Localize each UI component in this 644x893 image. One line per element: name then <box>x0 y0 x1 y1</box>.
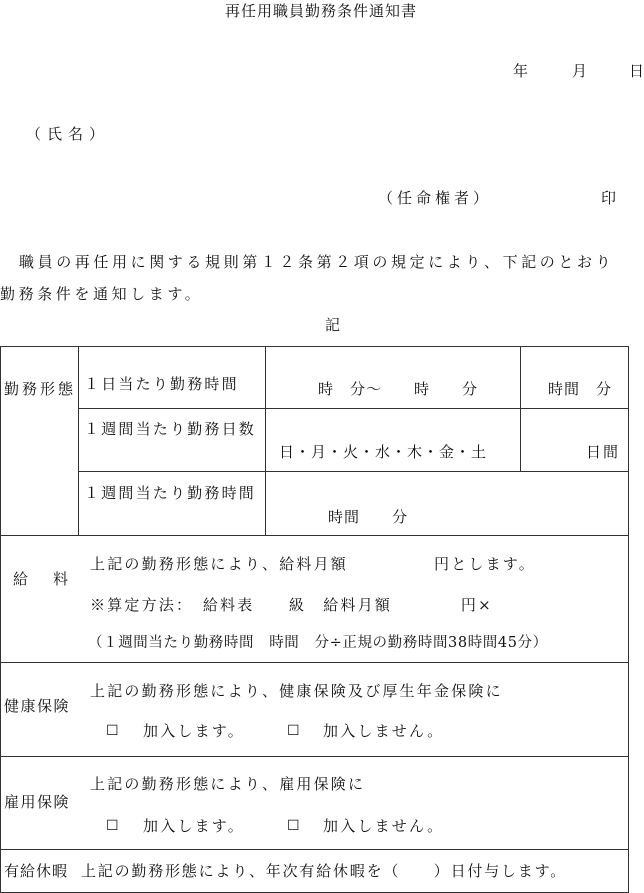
column-divider <box>520 346 521 472</box>
salary-line-3: （１週間当たり勤務時間 時間 分÷正規の勤務時間38時間45分） <box>88 635 548 651</box>
weekly-hours-label: １週間当たり勤務時間 <box>84 484 257 502</box>
health-not-join-label: 加入しません。 <box>323 722 445 740</box>
weekly-days-label: １週間当たり勤務日数 <box>84 420 257 438</box>
date-year: 年 <box>513 62 529 80</box>
health-join-label: 加入します。 <box>143 722 246 740</box>
column-divider <box>78 346 79 536</box>
ki-heading: 記 <box>325 316 341 334</box>
employment-not-join-checkbox[interactable]: ☐ <box>287 818 300 834</box>
appointer-label: （任命権者） <box>378 189 493 207</box>
salary-line-2: ※算定方法： 給料表 級 給料月額 円× <box>90 596 493 614</box>
salary-label: 給 料 <box>13 570 74 588</box>
employment-join-checkbox[interactable]: ☐ <box>106 818 119 834</box>
health-insurance-line-1: 上記の勤務形態により、健康保険及び厚生年金保険に <box>90 682 503 700</box>
seal-mark: 印 <box>601 189 617 207</box>
daily-hours-label: １日当たり勤務時間 <box>84 375 239 393</box>
section-divider <box>0 756 629 757</box>
intro-line-2: 勤務条件を通知します。 <box>0 285 204 303</box>
section-divider <box>0 662 629 663</box>
employment-not-join-label: 加入しません。 <box>323 817 445 835</box>
weekly-hours-value: 時間 分 <box>328 508 409 526</box>
salary-line-1: 上記の勤務形態により、給料月額 円とします。 <box>90 555 537 573</box>
daily-total: 時間 分 <box>548 380 613 398</box>
table-border-left <box>0 346 1 893</box>
date-day: 日 <box>629 62 644 80</box>
row-divider <box>78 408 629 409</box>
section-divider <box>0 849 629 850</box>
paid-leave-label: 有給休暇 <box>4 862 69 880</box>
weekly-days-value: 日間 <box>586 443 621 461</box>
time-range: 時 分～ 時 分 <box>318 380 479 398</box>
health-not-join-checkbox[interactable]: ☐ <box>287 723 300 739</box>
employment-insurance-label: 雇用保険 <box>4 793 71 811</box>
document-title: 再任用職員勤務条件通知書 <box>224 2 417 20</box>
date-month: 月 <box>572 62 588 80</box>
section-divider <box>0 535 629 536</box>
row-divider <box>78 471 629 472</box>
health-join-checkbox[interactable]: ☐ <box>106 723 119 739</box>
table-border-top <box>0 346 629 347</box>
employment-join-label: 加入します。 <box>143 817 246 835</box>
employment-insurance-line-1: 上記の勤務形態により、雇用保険に <box>90 775 366 793</box>
paid-leave-line-1: 上記の勤務形態により、年次有給休暇を（ ）日付与します。 <box>81 862 568 880</box>
table-border-right <box>628 346 629 893</box>
column-divider <box>265 346 266 536</box>
work-form-label: 勤務形態 <box>4 380 77 398</box>
health-insurance-label: 健康保険 <box>4 697 71 715</box>
name-label: （氏名） <box>26 125 111 143</box>
intro-line-1: 職員の再任用に関する規則第１２条第２項の規定により、下記のとおり <box>19 253 615 271</box>
weekday-list: 日・月・火・水・木・金・土 <box>279 443 488 461</box>
